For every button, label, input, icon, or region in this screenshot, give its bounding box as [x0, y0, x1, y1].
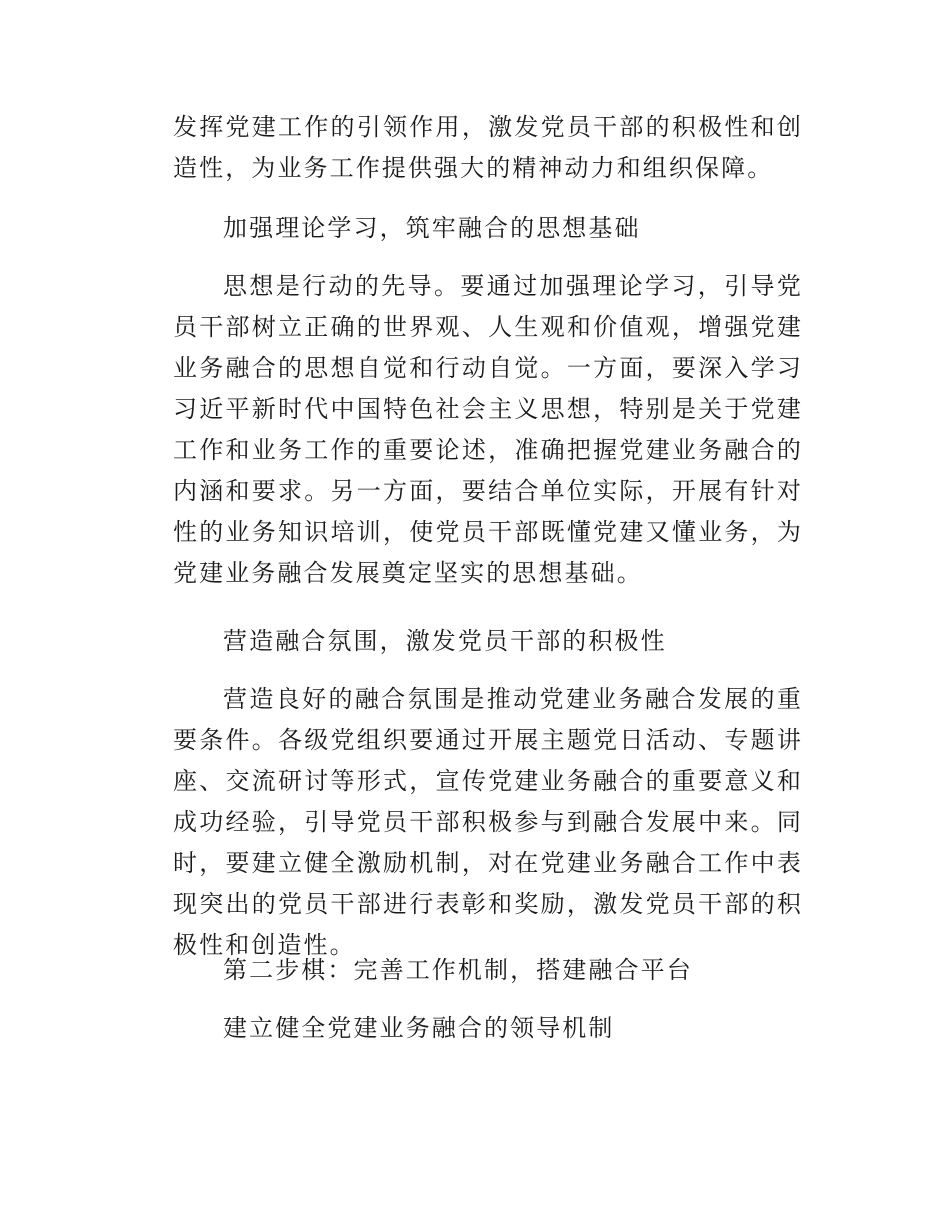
section-heading-atmosphere: 营造融合氛围，激发党员干部的积极性 [223, 627, 667, 655]
paragraph-atmosphere: 营造良好的融合氛围是推动党建业务融合发展的重要条件。各级党组织要通过开展主题党日活动、专题讲座、交流研讨等形式，宣传党建业务融合的重要意义和成功经验，引导党员干部积极参与到融合发展中来。同时，要建立健全激励机制，对在党建业务融合工作中表现突出的党员干部进行表彰和奖励，激发党员干部的积极性和创造性。 [173, 685, 803, 959]
paragraph-continuation: 发挥党建工作的引领作用，激发党员干部的积极性和创造性，为业务工作提供强大的精神动力和组织保障。 [173, 113, 803, 182]
paragraph-theory-study: 思想是行动的先导。要通过加强理论学习，引导党员干部树立正确的世界观、人生观和价值观，增强党建业务融合的思想自觉和行动自觉。一方面，要深入学习习近平新时代中国特色社会主义思想，特别是关于党建工作和业务工作的重要论述，准确把握党建业务融合的内涵和要求。另一方面，要结合单位实际，开展有针对性的业务知识培训，使党员干部既懂党建又懂业务，为党建业务融合发展奠定坚实的思想基础。 [173, 272, 803, 587]
section-heading-step-two: 第二步棋：完善工作机制，搭建融合平台 [223, 956, 693, 984]
section-heading-leadership-mechanism: 建立健全党建业务融合的领导机制 [223, 1014, 615, 1042]
section-heading-theory-study: 加强理论学习，筑牢融合的思想基础 [223, 214, 641, 242]
